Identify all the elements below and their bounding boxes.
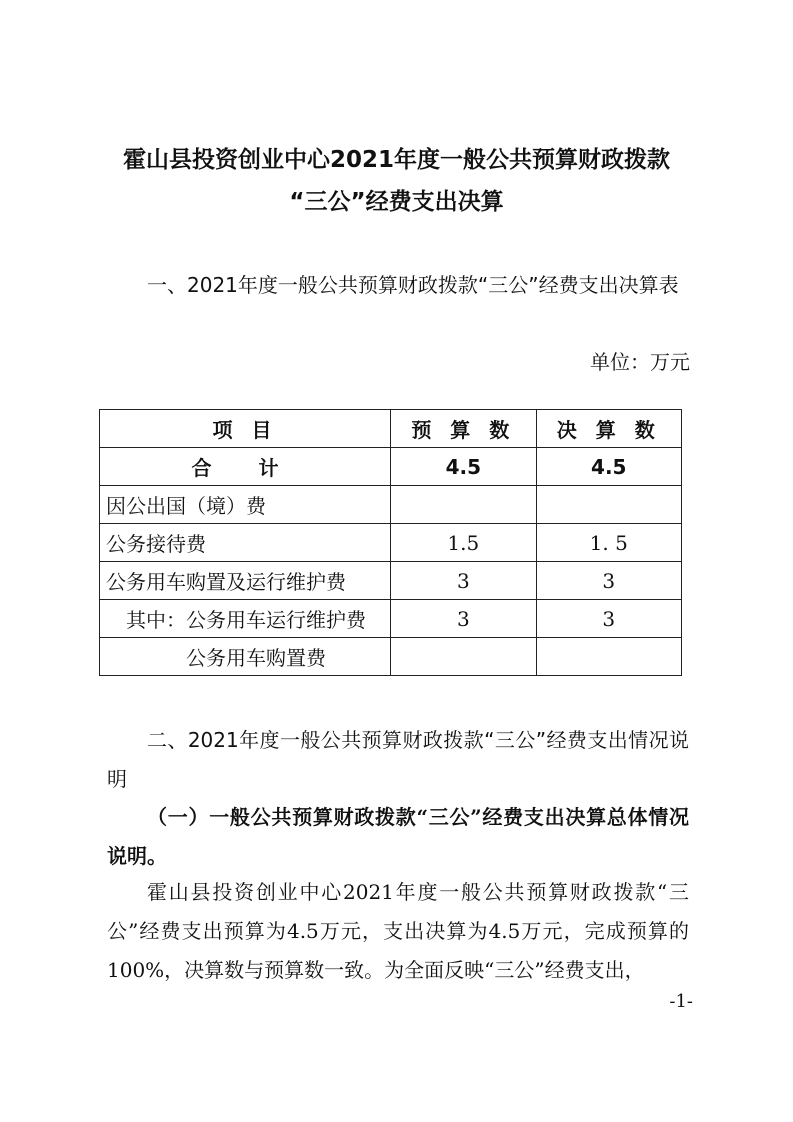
row-budget (391, 638, 536, 676)
three-public-expenses-table (99, 409, 682, 676)
row-item: 公务用车购置费 (100, 638, 391, 676)
row-budget: 4.5 (391, 448, 536, 486)
table-header-row (100, 410, 682, 448)
table-row (100, 486, 682, 524)
row-actual: 3 (536, 562, 681, 600)
table-row (100, 638, 682, 676)
row-item: 公务接待费 (100, 524, 391, 562)
subsection1-heading: （一）一般公共预算财政拨款“三公”经费支出决算总体情况说明。 (107, 805, 689, 868)
row-item: 其中：公务用车运行维护费 (100, 600, 391, 638)
header-item: 项 目 (100, 410, 391, 448)
row-actual: 1. 5 (536, 524, 681, 562)
row-actual (536, 486, 681, 524)
header-budget: 预 算 数 (391, 410, 536, 448)
header-actual: 决 算 数 (536, 410, 681, 448)
table-row (100, 600, 682, 638)
row-budget: 3 (391, 562, 536, 600)
row-budget: 1.5 (391, 524, 536, 562)
row-actual (536, 638, 681, 676)
unit-label: 单位：万元 (590, 350, 690, 374)
row-budget: 3 (391, 600, 536, 638)
table-row (100, 524, 682, 562)
row-budget (391, 486, 536, 524)
document-title-line2: “三公”经费支出决算 (289, 189, 504, 215)
row-actual: 4.5 (536, 448, 681, 486)
row-item: 因公出国（境）费 (100, 486, 391, 524)
document-title-line1: 霍山县投资创业中心2021年度一般公共预算财政拨款 (122, 147, 670, 173)
body-paragraph: 霍山县投资创业中心2021年度一般公共预算财政拨款“三公”经费支出预算为4.5万元，支出决算为4.5万元，完成预算的100%，决算数与预算数一致。为全面反映“三公”经费支出， (107, 880, 689, 982)
table-row (100, 562, 682, 600)
row-item: 公务用车购置及运行维护费 (100, 562, 391, 600)
table-row-total (100, 448, 682, 486)
section1-heading: 一、2021年度一般公共预算财政拨款“三公”经费支出决算表 (147, 273, 679, 297)
row-item: 合 计 (100, 448, 391, 486)
row-actual: 3 (536, 600, 681, 638)
section2-heading: 二、2021年度一般公共预算财政拨款“三公”经费支出情况说明 (107, 728, 689, 791)
page-number: -1- (669, 991, 693, 1012)
